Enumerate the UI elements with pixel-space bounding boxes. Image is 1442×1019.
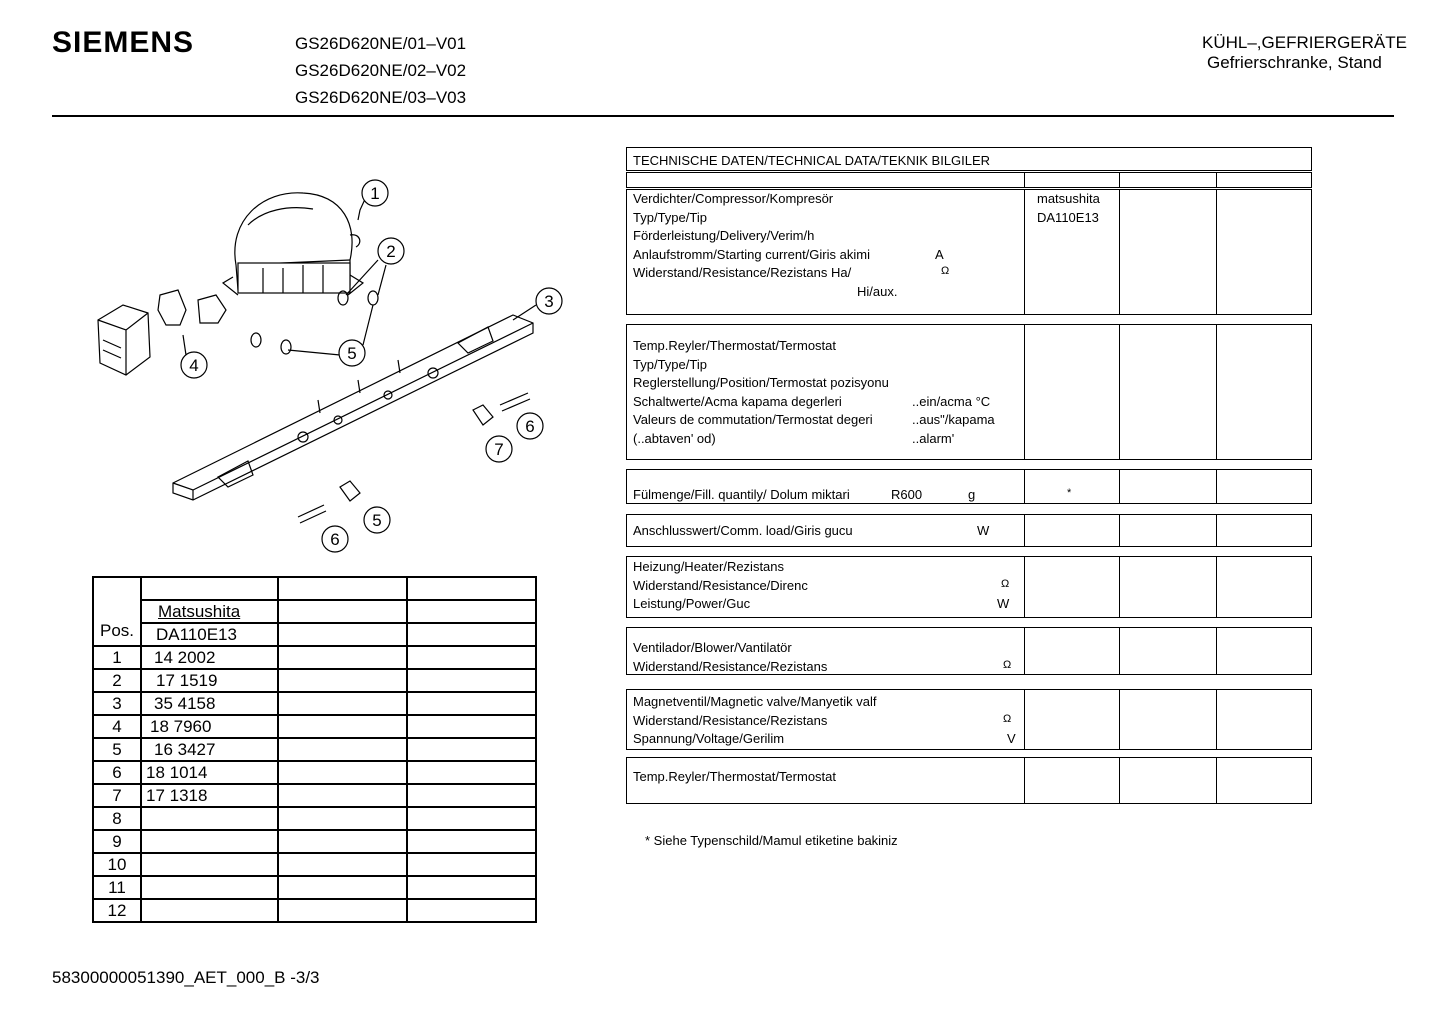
fill-quantity-section bbox=[626, 469, 1312, 504]
model-number: GS26D620NE/01–V01 bbox=[295, 34, 467, 53]
valve-section bbox=[626, 689, 1312, 750]
compressor-model-value: DA110E13 bbox=[1037, 209, 1099, 225]
part-number: 18 1014 bbox=[141, 761, 278, 784]
tech-header-row bbox=[626, 172, 1312, 188]
unit-gram: g bbox=[968, 487, 976, 502]
on-temp-label: ..ein/acma °C bbox=[912, 393, 991, 409]
resistance-label: Widerstand/Resistance/Rezistans bbox=[633, 712, 828, 728]
unit-ohm: Ω bbox=[1003, 659, 1012, 671]
resistance-label: Widerstand/Resistance/Rezistans bbox=[633, 658, 828, 674]
part-number: 18 7960 bbox=[141, 715, 278, 738]
unit-ohm: Ω bbox=[1003, 713, 1012, 725]
table-row: 9 bbox=[93, 830, 536, 853]
unit-ohm: Ω bbox=[1001, 577, 1010, 590]
model-number: GS26D620NE/03–V03 bbox=[295, 88, 467, 107]
document-id: 58300000051390_AET_000_B -3/3 bbox=[52, 968, 320, 987]
callout-label: 7 bbox=[494, 440, 504, 459]
thermostat2-section bbox=[626, 757, 1312, 804]
switch-values-label: Schaltwerte/Acma kapama degerleri bbox=[633, 393, 842, 409]
callout-label: 1 bbox=[370, 184, 380, 203]
manufacturer-cell: Matsushita bbox=[141, 600, 278, 623]
model-number: GS26D620NE/02–V02 bbox=[295, 61, 467, 80]
table-row: 5 16 3427 bbox=[93, 738, 536, 761]
category-subtitle: Gefrierschranke, Stand bbox=[1207, 53, 1382, 72]
unit-watt: W bbox=[977, 523, 990, 538]
table-row: 1 14 2002 bbox=[93, 646, 536, 669]
product-category bbox=[1202, 33, 1407, 73]
table-row: 4 18 7960 bbox=[93, 715, 536, 738]
callout-label: 5 bbox=[372, 511, 382, 530]
tech-title-box bbox=[626, 147, 1312, 171]
callout-label: 6 bbox=[330, 530, 340, 549]
voltage-label: Spannung/Voltage/Gerilim bbox=[633, 731, 785, 746]
callout-label: 4 bbox=[189, 356, 199, 375]
heater-label: Heizung/Heater/Rezistans bbox=[633, 559, 785, 574]
category-title: KÜHL–,GEFRIERGERÄTE bbox=[1202, 33, 1407, 52]
resistance-label: Widerstand/Resistance/Direnc bbox=[633, 577, 808, 593]
part-number: 16 3427 bbox=[141, 738, 278, 761]
parts-table bbox=[92, 576, 537, 923]
alarm-label: ..alarm' bbox=[912, 430, 955, 446]
table-row: 8 bbox=[93, 807, 536, 830]
off-label: ..aus"/kapama bbox=[912, 412, 995, 427]
starting-current-label: Anlaufstromm/Starting current/Giris akimi bbox=[633, 246, 870, 262]
load-label: Anschlusswert/Comm. load/Giris gucu bbox=[633, 523, 853, 538]
position-label: Reglerstellung/Position/Termostat pozisyonu bbox=[633, 375, 889, 390]
callout-label: 3 bbox=[544, 292, 554, 311]
fill-quantity-label: Fülmenge/Fill. quantily/ Dolum miktari bbox=[633, 487, 850, 502]
callout-label: 2 bbox=[386, 242, 396, 261]
tech-title: TECHNISCHE DATEN/TECHNICAL DATA/TEKNIK BILGILER bbox=[633, 153, 991, 168]
blower-section bbox=[626, 627, 1312, 675]
thermostat-label: Temp.Reyler/Thermostat/Termostat bbox=[633, 338, 837, 353]
relay-cover-drawing bbox=[98, 305, 150, 375]
power-label: Leistung/Power/Guc bbox=[633, 596, 751, 611]
commutation-label: Valeurs de commutation/Termostat degeri bbox=[633, 412, 873, 427]
fill-quantity-value: * bbox=[1067, 487, 1072, 499]
unit-volt: V bbox=[1007, 731, 1016, 746]
compressor-model-cell: DA110E13 bbox=[141, 623, 278, 646]
part-number: 35 4158 bbox=[141, 692, 278, 715]
compressor-drawing bbox=[223, 193, 363, 295]
brand-logo: SIEMENS bbox=[52, 26, 195, 59]
table-row: 7 17 1318 bbox=[93, 784, 536, 807]
table-row: 11 bbox=[93, 876, 536, 899]
defrost-label: (..abtaven' od) bbox=[633, 430, 716, 446]
compressor-make-value: matsushita bbox=[1037, 191, 1100, 206]
type-label: Typ/Type/Tip bbox=[633, 356, 707, 372]
callout-label: 6 bbox=[525, 417, 535, 436]
model-list bbox=[295, 30, 466, 111]
valve-label: Magnetventil/Magnetic valve/Manyetik valf bbox=[633, 694, 877, 709]
table-row: 12 bbox=[93, 899, 536, 922]
aux-label: Hi/aux. bbox=[857, 283, 898, 299]
compressor-section bbox=[626, 189, 1312, 315]
unit-watt: W bbox=[997, 596, 1010, 611]
blower-label: Ventilador/Blower/Vantilatör bbox=[633, 640, 792, 655]
delivery-label: Förderleistung/Delivery/Verim/h bbox=[633, 228, 815, 243]
type-label: Typ/Type/Tip bbox=[633, 209, 707, 225]
pos-header: Pos. bbox=[93, 577, 141, 646]
load-section bbox=[626, 514, 1312, 547]
unit-ampere: A bbox=[935, 246, 944, 262]
part-number: 17 1519 bbox=[141, 669, 278, 692]
table-row: 6 18 1014 bbox=[93, 761, 536, 784]
compressor-label: Verdichter/Compressor/Kompresör bbox=[633, 191, 834, 206]
table-row: 3 35 4158 bbox=[93, 692, 536, 715]
part-number: 14 2002 bbox=[141, 646, 278, 669]
exploded-parts-diagram bbox=[88, 165, 578, 560]
table-row: 2 17 1519 bbox=[93, 669, 536, 692]
callout-label: 5 bbox=[347, 344, 357, 363]
refrigerant-label: R600 bbox=[891, 487, 923, 502]
heater-section bbox=[626, 556, 1312, 618]
thermostat-label: Temp.Reyler/Thermostat/Termostat bbox=[633, 769, 837, 784]
table-row: 10 bbox=[93, 853, 536, 876]
footnote: * Siehe Typenschild/Mamul etiketine bakiniz bbox=[645, 833, 898, 848]
unit-ohm: Ω bbox=[941, 265, 950, 277]
resistance-label: Widerstand/Resistance/Rezistans Ha/ bbox=[633, 265, 852, 280]
starter-drawing bbox=[158, 290, 226, 325]
part-number: 17 1318 bbox=[141, 784, 278, 807]
thermostat-section bbox=[626, 324, 1312, 460]
header-divider bbox=[52, 115, 1394, 117]
